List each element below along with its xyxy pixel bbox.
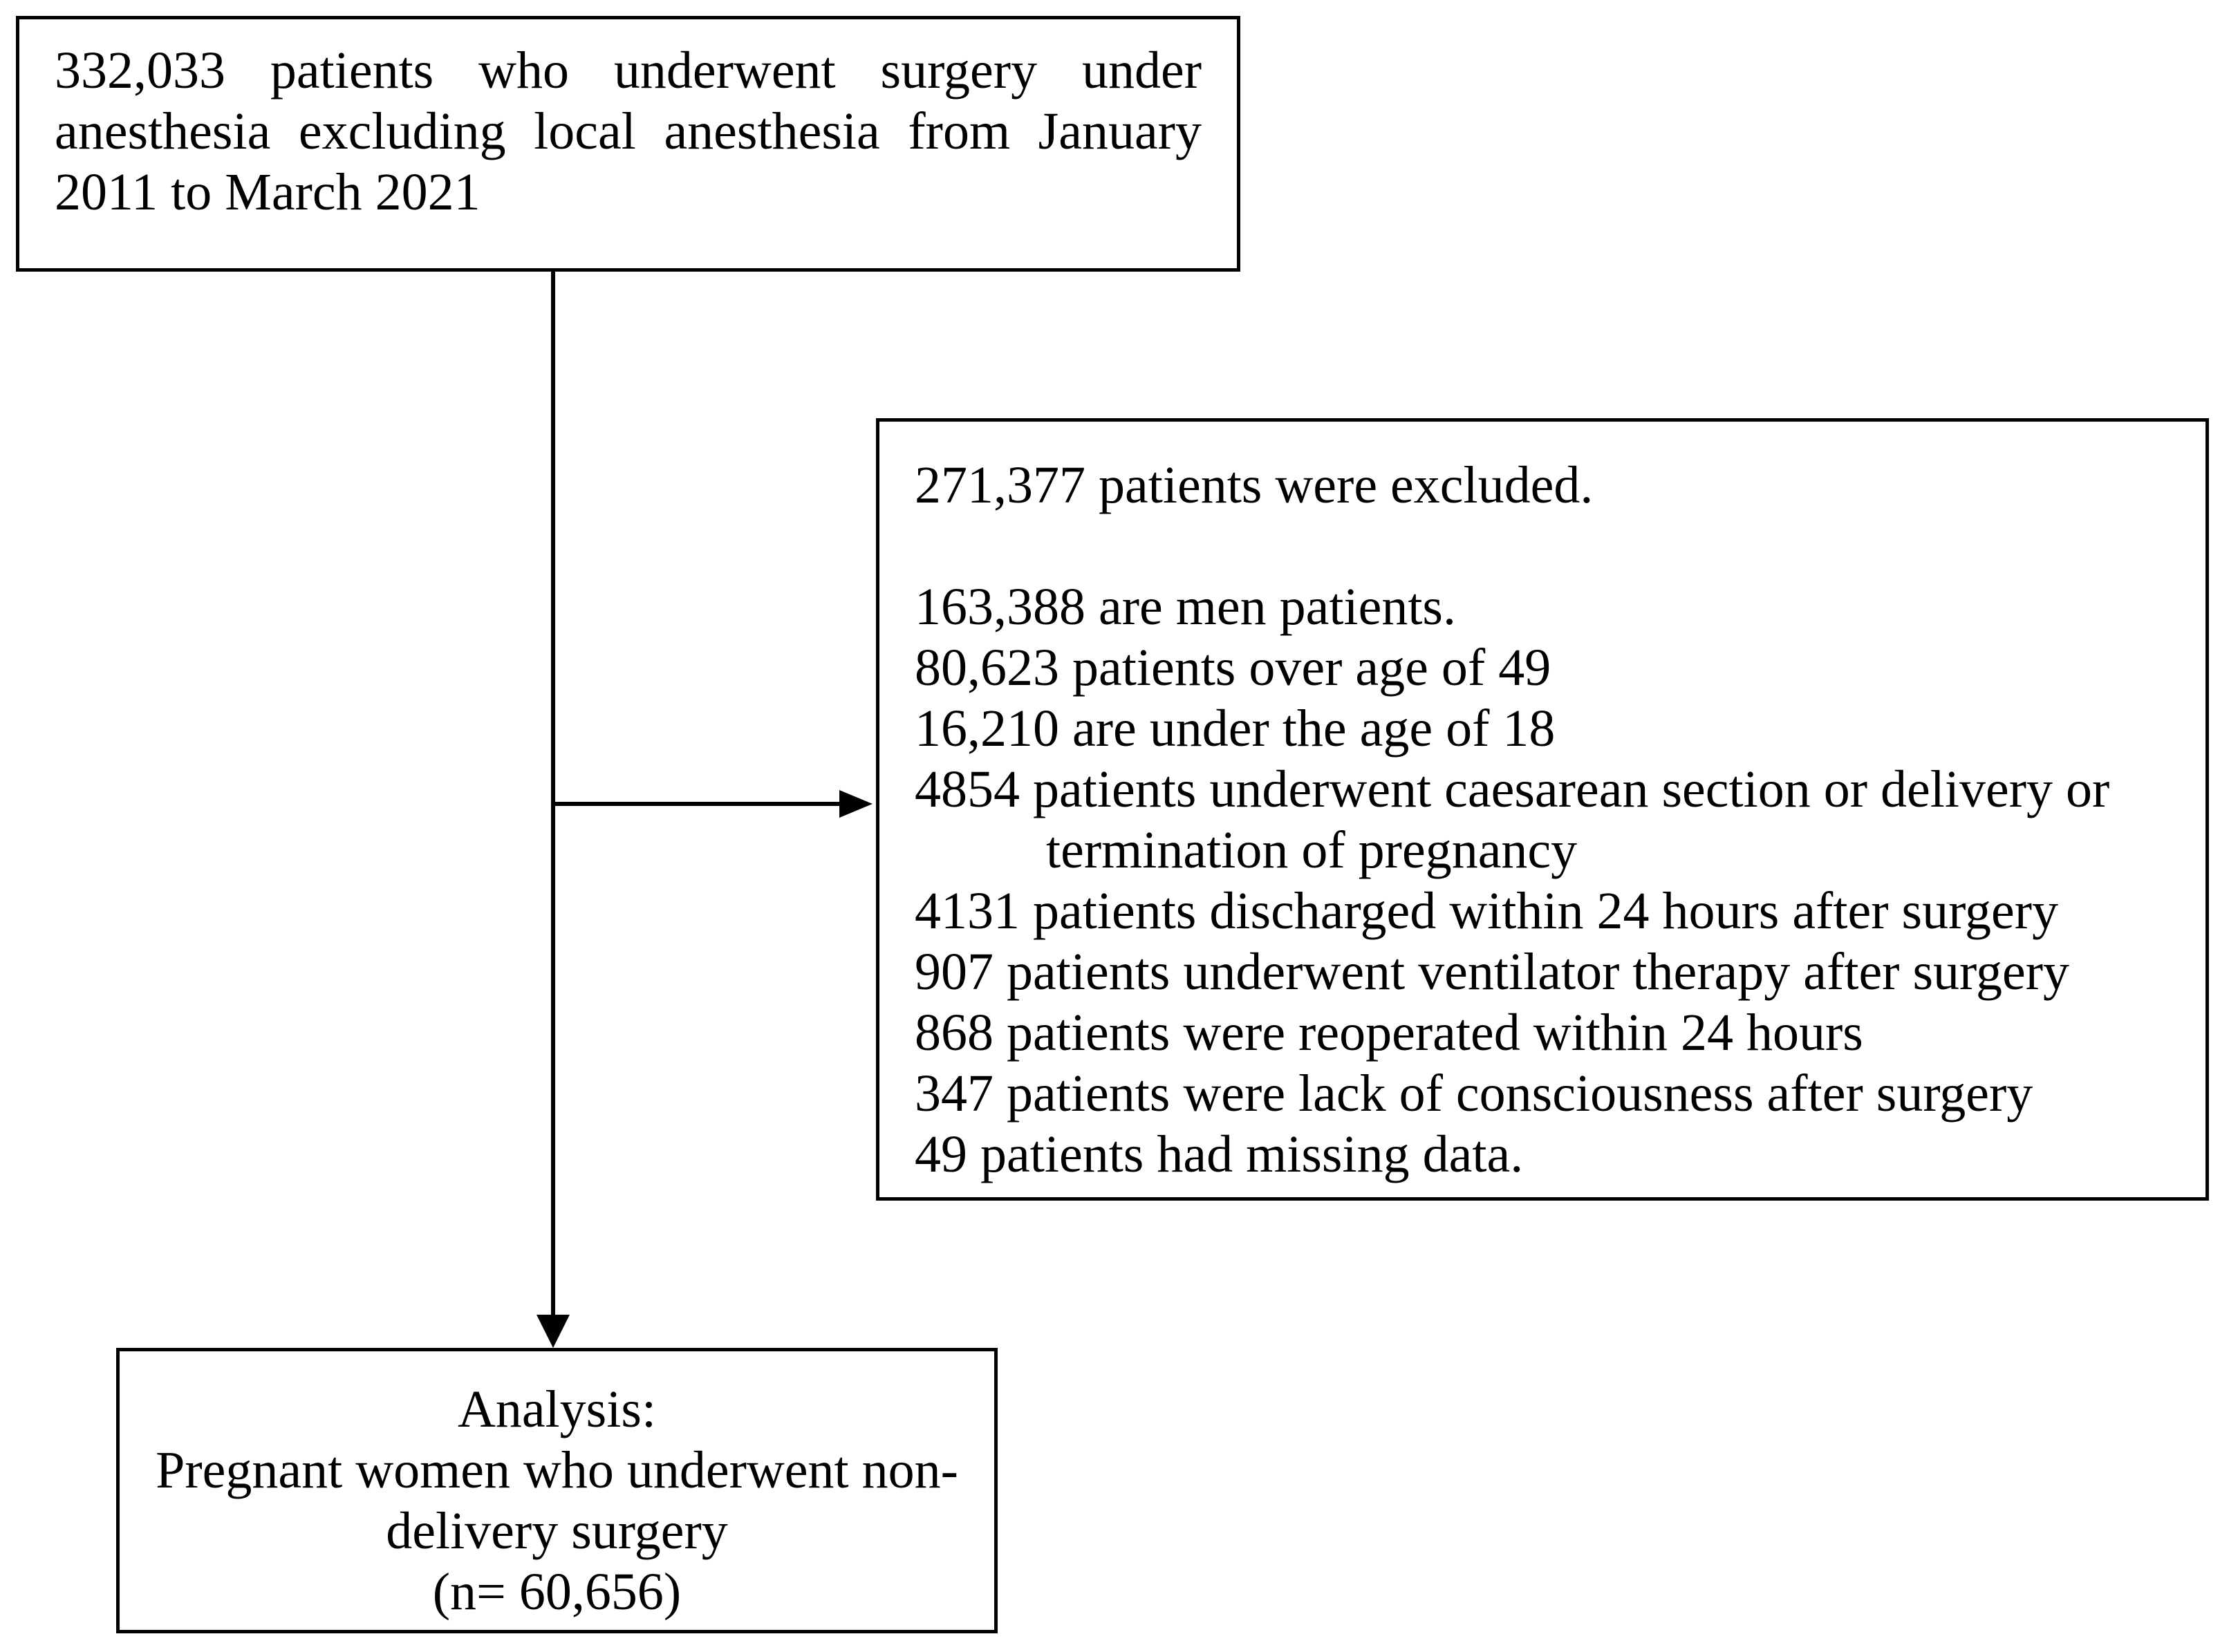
cohort-line: 2011 to March 2021	[55, 163, 481, 221]
exclusion-item: 907 patients underwent ventilator therapy after surgery	[915, 943, 2070, 1001]
spacer	[915, 516, 2192, 576]
exclusion-item: 16,210 are under the age of 18	[915, 700, 1556, 758]
exclusion-item: 4854 patients underwent caesarean section or delivery or	[915, 760, 2110, 818]
analysis-line: delivery surgery	[386, 1502, 728, 1560]
exclusion-item: 868 patients were reoperated within 24 hours	[915, 1004, 1863, 1062]
analysis-line: Pregnant women who underwent non-	[156, 1441, 958, 1499]
cohort-line: 332,033 patients who underwent surgery under	[55, 41, 1202, 100]
analysis-line: (n= 60,656)	[432, 1563, 682, 1621]
exclusion-item-continuation: termination of pregnancy	[1046, 821, 1578, 879]
cohort-line: anesthesia excluding local anesthesia from January	[55, 102, 1202, 160]
cohort-box	[16, 16, 1240, 272]
exclusion-item: 4131 patients discharged within 24 hours after surgery	[915, 882, 2059, 940]
exclusion-box	[876, 418, 2209, 1201]
exclusion-title: 271,377 patients were excluded.	[915, 456, 1594, 514]
exclusion-item: 49 patients had missing data.	[915, 1125, 1524, 1183]
down-arrowhead-icon	[537, 1315, 570, 1348]
exclusion-item: 347 patients were lack of consciousness after surgery	[915, 1064, 2033, 1123]
horizontal-connector-line	[551, 802, 839, 806]
exclusion-item: 163,388 are men patients.	[915, 578, 1457, 636]
analysis-line: Analysis:	[457, 1380, 657, 1438]
analysis-box	[116, 1348, 998, 1633]
exclusion-item: 80,623 patients over age of 49	[915, 639, 1551, 697]
right-arrowhead-icon	[839, 790, 873, 818]
vertical-connector-line	[551, 272, 555, 1315]
